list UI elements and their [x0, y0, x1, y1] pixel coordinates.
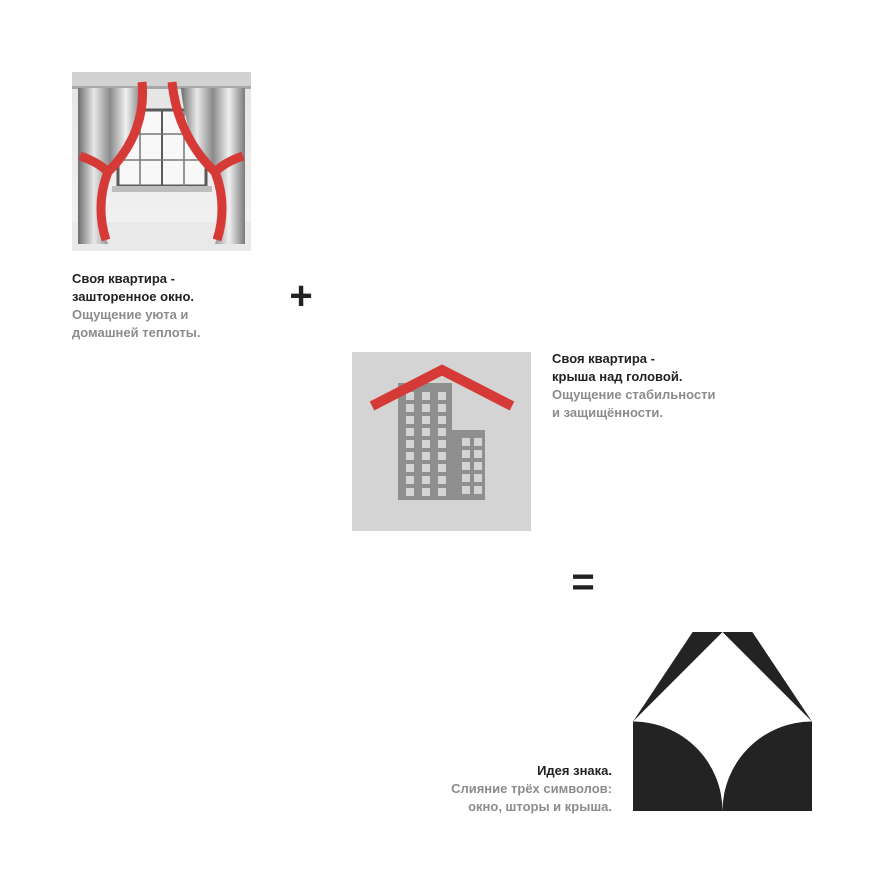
building-window: [422, 440, 430, 448]
sign-title-line-1: Идея знака.: [537, 763, 612, 778]
window-curtains-icon: [72, 72, 251, 251]
building-window: [422, 392, 430, 400]
building-window: [438, 452, 446, 460]
sign-caption: [412, 762, 612, 816]
sign-subtitle-line-1: Слияние трёх символов:: [451, 781, 612, 796]
window-title-line-2: зашторенное окно.: [72, 289, 195, 304]
building-window: [474, 438, 482, 446]
window-curtains-illustration: [72, 72, 251, 251]
building-window: [422, 428, 430, 436]
building-window: [438, 392, 446, 400]
building-window: [438, 488, 446, 496]
window-title-line-1: Своя квартира -: [72, 271, 175, 286]
building-window: [462, 462, 470, 470]
roof-caption: [552, 350, 752, 422]
building-window: [422, 416, 430, 424]
building-window: [474, 474, 482, 482]
building-window: [406, 488, 414, 496]
building-window: [474, 462, 482, 470]
roof-title-line-2: крыша над головой.: [552, 369, 683, 384]
window-caption: [72, 270, 272, 342]
sign-subtitle-line-2: окно, шторы и крыша.: [468, 799, 612, 814]
building-window: [462, 450, 470, 458]
building-window: [438, 440, 446, 448]
logo-mark: [633, 632, 812, 811]
building-window: [422, 488, 430, 496]
building-window: [474, 486, 482, 494]
building-window: [422, 404, 430, 412]
building-window: [406, 476, 414, 484]
building-roof-icon: [352, 352, 531, 531]
building-window: [438, 416, 446, 424]
building-window: [474, 450, 482, 458]
building-window: [462, 438, 470, 446]
plus-sign: +: [289, 274, 313, 318]
roof-title-line-1: Своя квартира -: [552, 351, 655, 366]
building-window: [406, 464, 414, 472]
building-window: [406, 440, 414, 448]
building-window: [406, 452, 414, 460]
building-window: [438, 404, 446, 412]
building-roof-illustration: [352, 352, 531, 531]
building-window: [422, 464, 430, 472]
window-subtitle-line-2: домашней теплоты.: [72, 325, 201, 340]
building-window: [406, 404, 414, 412]
building-window: [462, 474, 470, 482]
building-window: [438, 476, 446, 484]
building-window: [438, 428, 446, 436]
logo-mark-icon: [633, 632, 812, 811]
building-window: [406, 416, 414, 424]
equals-sign: =: [571, 560, 595, 604]
building-window: [462, 486, 470, 494]
roof-subtitle-line-2: и защищённости.: [552, 405, 663, 420]
building-window: [406, 428, 414, 436]
window-subtitle-line-1: Ощущение уюта и: [72, 307, 189, 322]
building-window: [422, 476, 430, 484]
building-window: [438, 464, 446, 472]
building-window: [422, 452, 430, 460]
roof-subtitle-line-1: Ощущение стабильности: [552, 387, 716, 402]
